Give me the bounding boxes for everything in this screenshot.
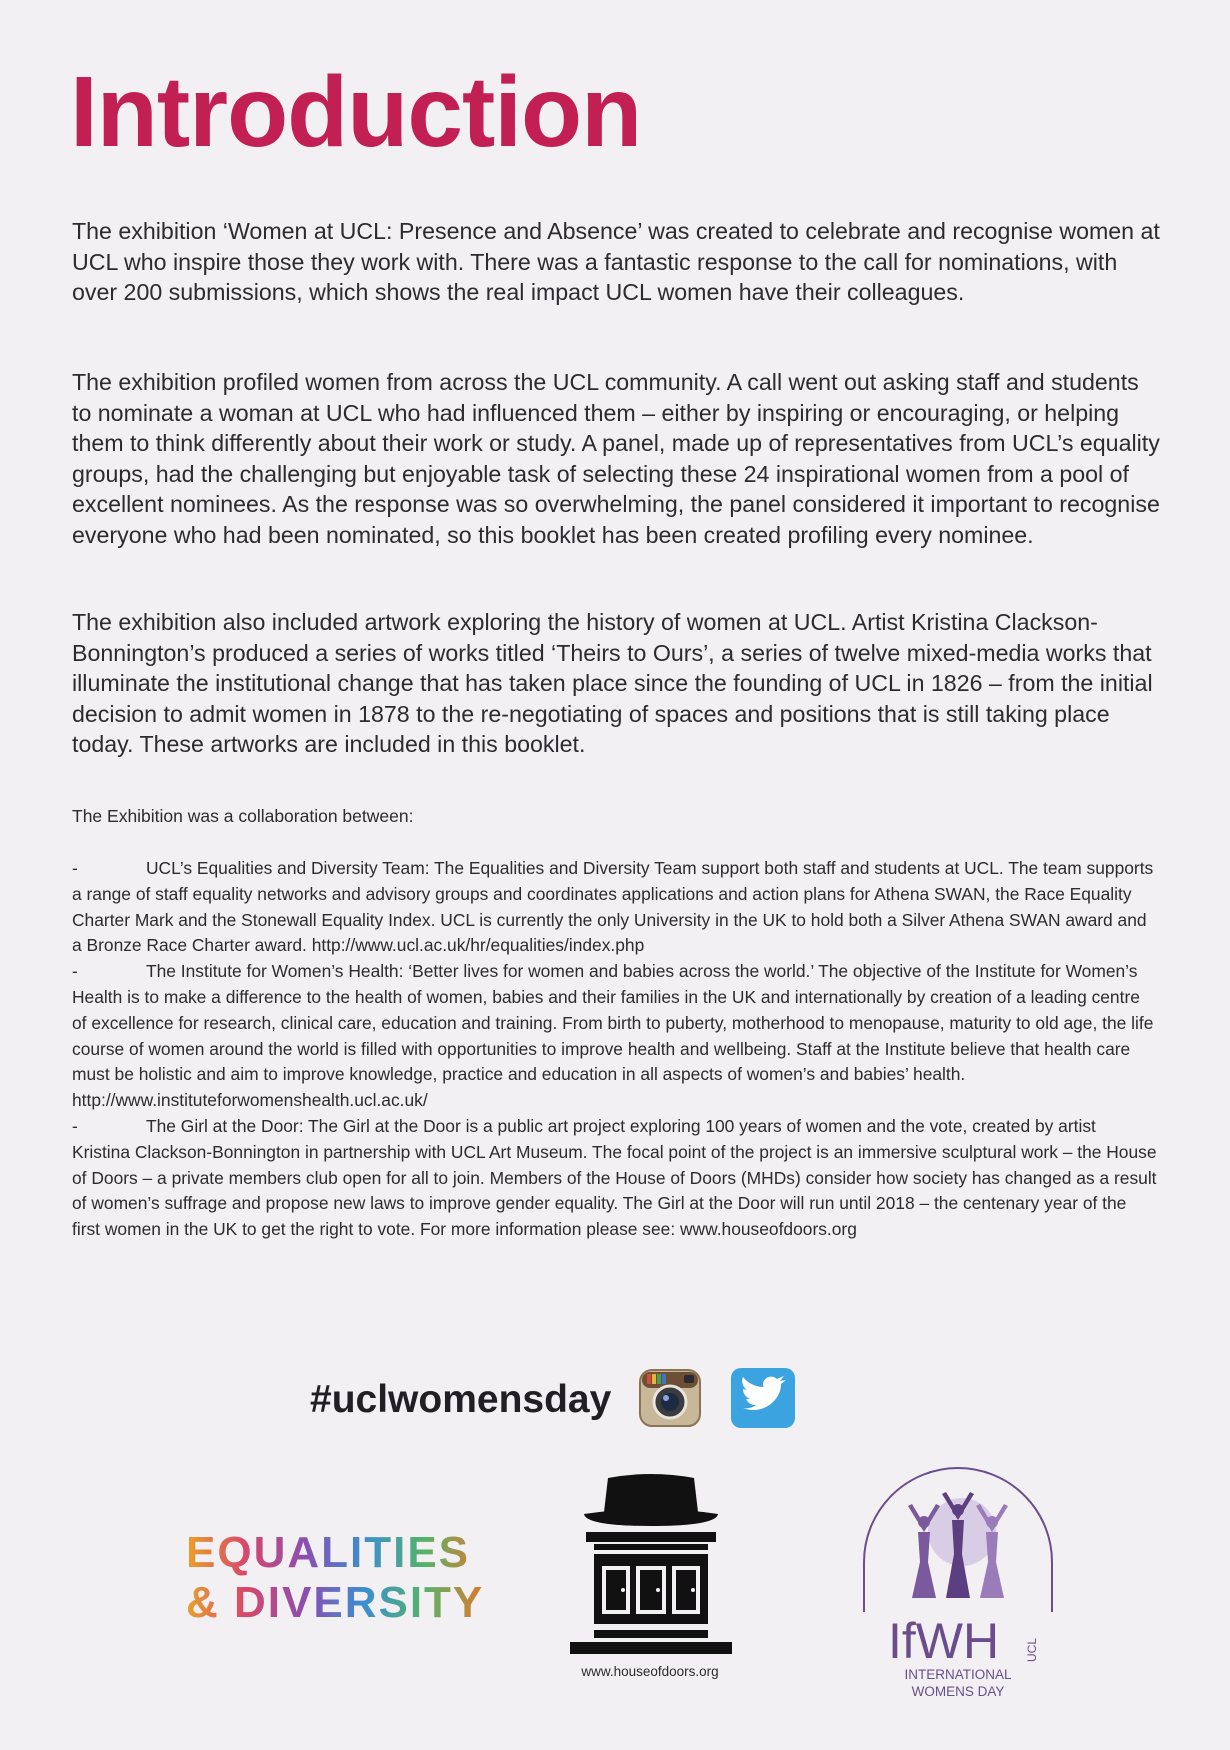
ifwh-subtitle: INTERNATIONAL WOMENS DAY bbox=[904, 1667, 1012, 1699]
house-of-doors-url: www.houseofdoors.org bbox=[581, 1664, 719, 1679]
instagram-icon[interactable] bbox=[639, 1369, 701, 1432]
intro-paragraph-2: The exhibition profiled women from across the UCL community. A call went out asking staff and students to nominate a woman at UCL who had influenced them – either by inspiring or encouraging, or helping them to think differently about their work or study. A panel, made up of representatives from UCL’s equality groups, had the challenging but enjoyable task of selecting these 24 inspirational women from a pool of excellent nominees. As the response was so overwhelming, the panel considered it important to recognise everyone who had been nominated, so this booklet has been created profiling every nominee. bbox=[72, 369, 1160, 548]
logo-line: EQUALITIES bbox=[186, 1528, 484, 1578]
list-dash: - bbox=[72, 1115, 78, 1136]
list-dash: - bbox=[72, 961, 78, 982]
house-of-doors-logo bbox=[566, 1470, 736, 1665]
equalities-diversity-logo bbox=[186, 1528, 484, 1628]
collaborator-text: The Institute for Women’s Health: ‘Better lives for women and babies across the world.’ The objective of the Institute for Women’s Health is to make a difference to the health of women, babies and their families in the UK and internationally by creation of a leading centre of excellence for research, clinical care, education and training. From birth to puberty, motherhood to menopause, maturity to old age, the life course of women around the world is filled with opportunities to improve health and wellbeing. Staff at the Institute believe that health care must be holistic and aim to improve knowledge, practice and education in all aspects of women’s and babies’ health. http://www.instituteforwomenshealth.ucl.ac.uk/ bbox=[72, 961, 1154, 1111]
intro-paragraph-1: The exhibition ‘Women at UCL: Presence and Absence’ was created to celebrate and recognise women at UCL who inspire those they work with. There was a fantastic response to the call for nominations, with over 200 submissions, which shows the real impact UCL women have their colleagues. bbox=[72, 218, 1160, 305]
ifwh-side-text: UCL bbox=[1025, 1637, 1039, 1662]
collaboration-heading: The Exhibition was a collaboration between: bbox=[72, 806, 414, 826]
logo-line: & DIVERSITY bbox=[186, 1578, 485, 1627]
list-dash: - bbox=[72, 858, 78, 878]
collaborator-text: The Girl at the Door: The Girl at the Door is a public art project exploring 100 years of women and the vote, created by artist Kristina Clackson-Bonnington in partnership with UCL Art Museum. The focal point of the project is an immersive sculptural work – the House of Doors – a private members club open for all to join. Members of the House of Doors (MHDs) consider how society has changed as a result of women’s suffrage and propose new laws to improve gender equality. The Girl at the Door will run until 2018 – the centenary year of the first women in the UK to get the right to vote. For more information please see: www.houseofdoors.org bbox=[72, 1115, 1157, 1240]
hashtag: #uclwomensday bbox=[310, 1378, 612, 1421]
hashtag-row bbox=[310, 1370, 825, 1430]
collaborator-item bbox=[72, 1114, 1158, 1243]
twitter-icon[interactable] bbox=[731, 1368, 795, 1433]
collaborator-item bbox=[72, 959, 1158, 1114]
collaborator-list bbox=[72, 856, 1158, 1243]
page-title: Introduction bbox=[70, 56, 642, 168]
intro-paragraph-3: The exhibition also included artwork exploring the history of women at UCL. Artist Kristina Clackson-Bonnington’s produced a series of works titled ‘Theirs to Ours’, a series of twelve mixed-media works that illuminate the institutional change that has taken place since the founding of UCL in 1826 – from the initial decision to admit women in 1878 to the re-negotiating of spaces and positions that is still taking place today. These artworks are included in this booklet. bbox=[72, 609, 1153, 757]
ifwh-logo bbox=[858, 1462, 1058, 1673]
collaborator-text: UCL’s Equalities and Diversity Team: The Equalities and Diversity Team support both staff and students at UCL. The team supports a range of staff equality networks and advisory groups and coordinates applications and action plans for Athena SWAN, the Race Equality Charter Mark and the Stonewall Equality Index. UCL is currently the only University in the UK to hold both a Silver Athena SWAN award and a Bronze Race Charter award. http://www.ucl.ac.uk/hr/equalities/index.php bbox=[72, 858, 1154, 956]
collaborator-item bbox=[72, 856, 1158, 959]
ifwh-mark: IfWH bbox=[888, 1613, 1000, 1668]
